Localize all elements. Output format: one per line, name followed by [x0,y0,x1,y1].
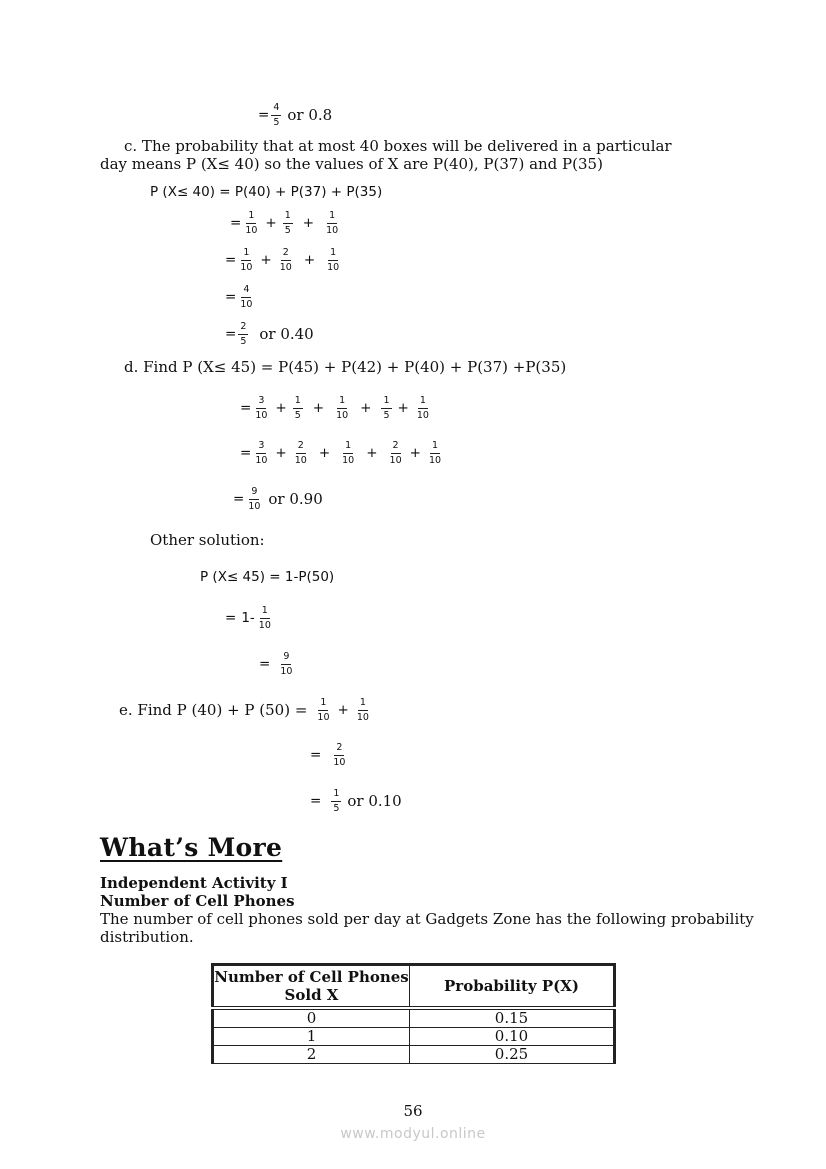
part-c-line2: day means P (X≤ 40) so the values of X are P(40), P(37) and P(35) [100,155,603,173]
part-c-step2: = $\frac{1}{10}$ + $\frac{2}{10}$ + $\frac{1}{10}$ [225,247,340,273]
watermark: www.modyul.online [340,1126,486,1142]
decimal-value: or 0.10 [347,792,402,810]
part-c-line1: c. The probability that at most 40 boxes will be delivered in a particular [124,137,672,155]
part-c-step4: = $\frac{2}{5}$ or 0.40 [225,321,314,347]
activity-title: Independent Activity I [100,874,288,892]
eq-top [258,103,332,127]
decimal-value: or 0.8 [287,106,333,124]
decimal-value: or 0.40 [259,325,314,343]
part-c-equation: P (X≤ 40) = P(40) + P(37) + P(35) [150,184,383,200]
fraction: $\frac{2}{10}$ [333,742,346,768]
part-e-step1: = $\frac{2}{10}$ [310,742,346,768]
activity-description-line2: distribution. [100,928,194,946]
table-row [213,1028,615,1046]
fraction: $\frac{2}{10}$ [294,440,307,466]
part-e-title: e. Find P (40) + P (50) = $\frac{1}{10}$ + $\frac{1}{10}$ [119,697,369,723]
equals: = [258,107,270,123]
alt-equation: P (X≤ 45) = 1-P(50) [200,569,335,585]
fraction: $\frac{1}{10}$ [428,440,442,466]
header-x: Number of Cell Phones Sold X [213,965,410,1009]
fraction: $\frac{1}{5}$ [383,395,390,421]
fraction: $\frac{1}{5}$ [333,788,340,814]
part-d-step2: = $\frac{3}{10}$ + $\frac{2}{10}$ + $\frac{1}{10}$ + $\frac{2}{10}$ + $\frac{1}{10}$ [240,440,442,466]
part-c-step1: = $\frac{1}{10}$ + $\frac{1}{5}$ + $\frac{1}{10}$ [230,210,339,236]
part-d-step1: = $\frac{3}{10}$ + $\frac{1}{5}$ + $\frac{1}{10}$ + $\frac{1}{5}$ + $\frac{1}{10}$ [240,395,429,421]
section-heading: What’s More [100,833,283,862]
fraction: $\frac{1}{10}$ [326,210,339,236]
fraction: $\frac{1}{10}$ [356,697,369,723]
fraction: $\frac{3}{10}$ [255,395,268,421]
decimal-value: or 0.90 [268,490,323,508]
cell-px: 0.25 [410,1046,615,1064]
fraction: $\frac{1}{10}$ [327,247,340,273]
cell-x: 0 [213,1008,410,1028]
table-row [213,1008,615,1028]
fraction: $\frac{9}{10}$ [280,651,293,677]
fraction: $\frac{1}{10}$ [336,395,349,421]
table-row [213,1046,615,1064]
fraction: $\frac{9}{10}$ [248,486,261,512]
alt-step2: = $\frac{9}{10}$ [259,651,293,677]
page-number: 56 [403,1102,423,1120]
part-d-title: d. Find P (X≤ 45) = P(45) + P(42) + P(40) + P(37) +P(35) [124,358,567,376]
probability-table [211,963,616,1064]
fraction: $\frac{2}{5}$ [240,321,247,347]
fraction: $\frac{1}{10}$ [342,440,355,466]
activity-subtitle: Number of Cell Phones [100,892,295,910]
fraction: $\frac{1}{10}$ [245,210,258,236]
cell-x: 2 [213,1046,410,1064]
fraction: $\frac{2}{10}$ [279,247,292,273]
fraction: $\frac{4}{10}$ [240,284,253,310]
cell-x: 1 [213,1028,410,1046]
fraction: $\frac{1}{10}$ [258,605,271,631]
fraction: $\frac{3}{10}$ [255,440,268,466]
fraction: $\frac{1}{10}$ [416,395,429,421]
header-px: Probability P(X) [410,965,615,1009]
alt-step1: = 1- $\frac{1}{10}$ [225,605,271,631]
fraction: $\frac{1}{5}$ [294,395,301,421]
fraction: $\frac{1}{5}$ [284,210,291,236]
part-e-step2: = $\frac{1}{5}$ or 0.10 [310,788,402,814]
part-d-step3: = $\frac{9}{10}$ or 0.90 [233,486,323,512]
fraction: $\frac{1}{10}$ [240,247,253,273]
fraction: $\frac{2}{10}$ [389,440,402,466]
cell-px: 0.15 [410,1008,615,1028]
fraction: $\frac{1}{10}$ [317,697,330,723]
activity-description-line1: The number of cell phones sold per day at Gadgets Zone has the following probability [100,910,754,928]
part-c-step3: = $\frac{4}{10}$ [225,284,253,310]
table-header-row [213,965,615,1009]
other-solution-label: Other solution: [150,531,265,549]
fraction: $\frac{4}{5}$ [273,102,280,128]
cell-px: 0.10 [410,1028,615,1046]
